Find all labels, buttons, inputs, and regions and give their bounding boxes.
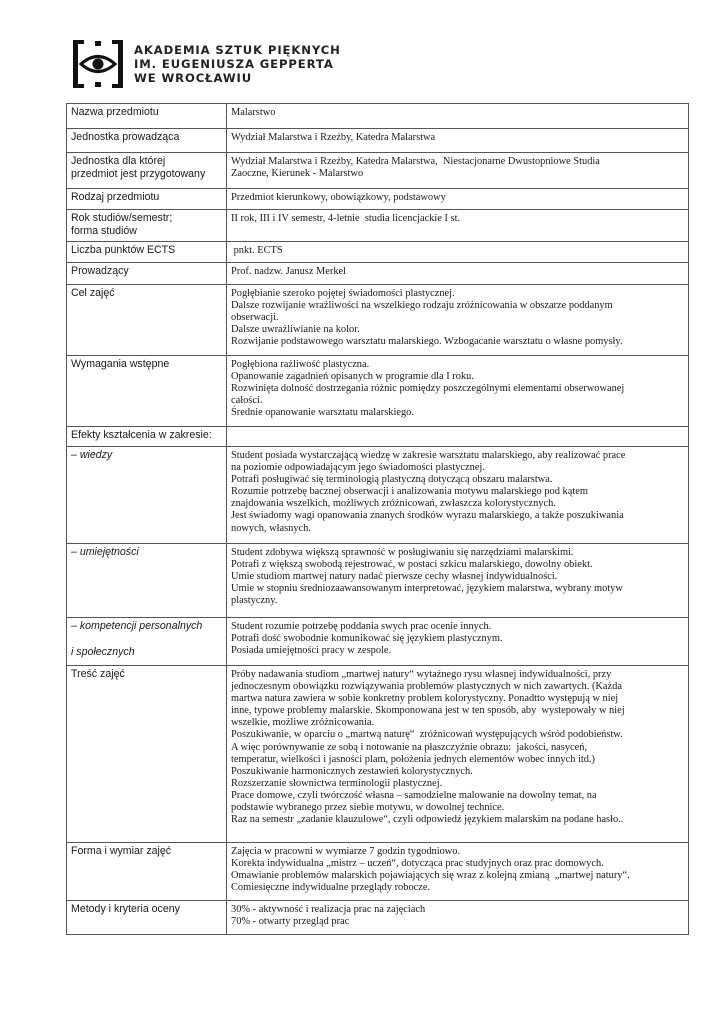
row-value-line: Comiesięczne indywidualne przeglądy robocze. <box>231 882 431 894</box>
row-value-cell <box>227 153 689 189</box>
row-label-line: – wiedzy <box>71 449 113 461</box>
row-label-line: przedmiot jest przygotowany <box>71 168 206 180</box>
row-label-line: Nazwa przedmiotu <box>71 106 159 118</box>
row-value-line: Malarstwo <box>231 107 276 118</box>
row-value-line: plastyczny. <box>231 595 278 607</box>
row-value-cell <box>227 618 689 666</box>
row-label-line: Forma i wymiar zajęć <box>71 845 172 857</box>
row-value-line: Posiada umiejętności pracy w zespole. <box>231 645 392 657</box>
row-label-line: – kompetencji personalnych <box>71 620 203 632</box>
row-value-line: Dalsze uwrażliwianie na kolor. <box>231 324 360 336</box>
row-value-line: jednoczesnym obowiązku rozwiązywania problemów plastycznych w nich zawartych. (Każda <box>231 681 622 693</box>
table-row <box>67 210 689 242</box>
row-value-line: 30% - aktywność i realizacja prac na zajęciach <box>231 904 426 915</box>
table-row <box>67 447 689 544</box>
row-value-line: temperatur, wielkości i jasności plam, położenia jednych elementów wobec innych itd.) <box>231 753 596 765</box>
row-label-line <box>71 633 222 646</box>
table-row <box>67 242 689 263</box>
row-value-line: 70% - otwarty przegląd prac <box>231 916 350 928</box>
row-value-line: Średnie opanowanie warsztatu malarskiego. <box>231 407 414 419</box>
table-row <box>67 427 689 447</box>
row-value-line: inne, typowe problemy malarskie. Skomponowana jest w ten sposób, aby wystepowały w niej <box>231 705 625 717</box>
row-value-cell <box>227 544 689 618</box>
row-value-line: całości. <box>231 395 263 407</box>
row-value-line: Wydział Malarstwa i Rzeźby, Katedra Malarstwa <box>231 132 436 143</box>
row-value-line: Potrafi posługiwać się terminologią plastyczną dotyczącą obszaru malarstwa. <box>231 474 553 486</box>
row-value-cell <box>227 129 689 153</box>
row-value-line: Poszukiwanie harmonicznych zestawień kolorystycznych. <box>231 765 473 777</box>
row-label-line: i społecznych <box>71 646 135 658</box>
row-label-line: Jednostka dla której <box>71 155 166 167</box>
table-row <box>67 189 689 210</box>
row-value-cell <box>227 447 689 544</box>
asp-eye-logo-icon <box>70 37 126 91</box>
row-label-cell <box>67 901 227 935</box>
row-label-cell <box>67 356 227 427</box>
institution-line-2: IM. EUGENIUSZA GEPPERTA <box>134 57 334 71</box>
row-value-line: Zaoczne, Kierunek - Malarstwo <box>231 168 364 180</box>
row-value-line: znajdowania wszelkich, możliwych zróżnicowań, zwłaszcza kolorystycznych. <box>231 498 556 510</box>
row-value-line: II rok, III i IV semestr, 4-letnie studia licencjackie I st. <box>231 213 461 224</box>
row-label-cell <box>67 666 227 843</box>
row-value-line: nowych, własnych. <box>231 522 311 534</box>
row-label-line: – umiejętności <box>71 546 139 558</box>
row-value-line: Poszukiwanie, w oparciu o „martwą naturę“ zróżnicowań występujących wśród podobieństw. <box>231 729 623 741</box>
table-row <box>67 544 689 618</box>
row-label-cell <box>67 447 227 544</box>
row-value-cell <box>227 189 689 210</box>
syllabus-table <box>66 103 689 935</box>
table-row <box>67 666 689 843</box>
row-label-line: Wymagania wstępne <box>71 358 170 370</box>
row-label-cell <box>67 242 227 263</box>
row-value-line: Raz na semestr „zadanie klauzulowe“, czyli odpowiedź językiem malarskim na podane hasło.. <box>231 814 624 826</box>
row-value-line: podstawie wybranego przez siebie motywu, w dowolnej technice. <box>231 802 505 814</box>
row-label-cell <box>67 189 227 210</box>
row-value-cell <box>227 104 689 129</box>
row-value-line: Potrafi dość swobodnie komunikować się językiem plastycznym. <box>231 633 503 645</box>
row-value-line: wszelkie, możliwe zróżnicowania. <box>231 717 375 729</box>
row-value-cell <box>227 666 689 843</box>
row-value-line: martwa natura zawiera w sobie konkretny problem kolorystyczny. Ponadtto występują w niej <box>231 693 619 705</box>
row-value-line: Przedmiot kierunkowy, obowiązkowy, podstawowy <box>231 192 446 203</box>
table-row <box>67 285 689 356</box>
row-label-line: Liczba punktów ECTS <box>71 244 176 256</box>
row-value-line: Rozszerzanie słownictwa terminologii plastycznej. <box>231 777 443 789</box>
row-label-line: Rok studiów/semestr; <box>71 212 173 224</box>
row-value-line: obserwacji. <box>231 312 279 324</box>
row-value-line: Jest świadomy wagi opanowania znanych środków wyrazu malarskiego, a także poszukiwania <box>231 510 624 522</box>
row-label-cell <box>67 210 227 242</box>
row-value-line: Pogłębiona rażliwość plastyczna. <box>231 359 370 370</box>
row-value-cell <box>227 901 689 935</box>
table-row <box>67 843 689 901</box>
row-value-line: Prace domowe, czyli twórczość własna – samodzielne malowanie na dowolny temat, na <box>231 789 597 801</box>
row-label-line: Cel zajęć <box>71 287 115 299</box>
row-label-cell <box>67 843 227 901</box>
row-value-line: Umie studiom martwej natury nadać pierwsze cechy własnej indywidualności. <box>231 571 558 583</box>
row-value-cell <box>227 242 689 263</box>
row-label-cell <box>67 544 227 618</box>
row-value-line: Student posiada wystarczającą wiedzę w zakresie warsztatu malarskiego, aby realizować prace <box>231 450 626 461</box>
row-label-line: Rodzaj przedmiotu <box>71 191 160 203</box>
row-value-line: Student zdobywa większą sprawność w posługiwaniu się narzędziami malarskimi. <box>231 547 574 558</box>
row-value-line: pnkt. ECTS <box>231 245 283 256</box>
row-value-cell <box>227 285 689 356</box>
row-value-line: A więc porównywanie ze sobą i notowanie na płaszczyźnie obrazu: jakości, nasyceń, <box>231 741 588 753</box>
row-value-cell <box>227 210 689 242</box>
row-label-cell <box>67 129 227 153</box>
row-value-line: Zajęcia w pracowni w wymiarze 7 godzin tygodniowo. <box>231 846 461 857</box>
row-value-line: Prof. nadzw. Janusz Merkel <box>231 266 347 277</box>
row-value-line: Rozwinięta dolność dostrzegania różnic pomiędzy poszczególnymi elementami obserwowanej <box>231 383 625 395</box>
row-value-cell <box>227 356 689 427</box>
row-value-line: Potrafi z większą swobodą rejestrować, w postaci szkicu malarskiego, dowolny obiekt. <box>231 559 593 571</box>
row-value-line: Umie w stopniu średniozaawansowanym interpretować, językiem malarstwa, wybrany motyw <box>231 583 623 595</box>
row-label-cell <box>67 427 227 447</box>
row-label-cell <box>67 153 227 189</box>
table-row <box>67 901 689 935</box>
row-value-line: Próby nadawania studiom „martwej natury“ wytaźnego rysu własnej indywidualności, przy <box>231 669 612 680</box>
row-value-line: Korekta indywidualna „mistrz – uczeń“, dotycząca prac studyjnych oraz prac domowych. <box>231 858 604 870</box>
institution-line-3: WE WROCŁAWIU <box>134 71 253 85</box>
table-row <box>67 153 689 189</box>
row-value-cell <box>227 427 689 447</box>
row-label-line: forma studiów <box>71 225 137 237</box>
row-value-line: Dalsze rozwijanie wrażliwości na wszelkiego rodzaju zróżnicowania w obszarze poddanym <box>231 300 613 312</box>
table-row <box>67 356 689 427</box>
row-value-line: Opanowanie zagadnień opisanych w programie dla I roku. <box>231 371 474 383</box>
page-header <box>70 36 341 92</box>
row-value-line: Wydział Malarstwa i Rzeźby, Katedra Malarstwa, Niestacjonarne Dwustopniowe Studia <box>231 156 600 167</box>
row-label-line: Prowadzący <box>71 265 129 277</box>
table-row <box>67 104 689 129</box>
row-value-line: Rozwijanie podstawowego warsztatu malarskiego. Wzbogacanie warsztatu o własne pomysły. <box>231 336 623 348</box>
row-label-cell <box>67 285 227 356</box>
institution-name <box>134 43 341 85</box>
row-label-cell <box>67 104 227 129</box>
table-row <box>67 129 689 153</box>
row-value-line: Pogłębianie szeroko pojętej świadomości plastycznej. <box>231 288 455 299</box>
row-label-line: Treść zajęć <box>71 668 125 680</box>
row-value-line: na poziomie odpowiadającym jego świadomości plastycznej. <box>231 462 485 474</box>
table-row <box>67 263 689 285</box>
row-value-line: Omawianie problemów malarskich pojawiających się wraz z kolejną zmianą „martwej natury“. <box>231 870 630 882</box>
table-row <box>67 618 689 666</box>
institution-line-1: AKADEMIA SZTUK PIĘKNYCH <box>134 43 341 57</box>
row-value-cell <box>227 263 689 285</box>
row-value-line: Student rozumie potrzebę poddania swych prac ocenie innych. <box>231 621 492 632</box>
row-label-cell <box>67 263 227 285</box>
row-value-cell <box>227 843 689 901</box>
row-label-line: Metody i kryteria oceny <box>71 903 180 915</box>
row-label-line: Efekty kształcenia w zakresie: <box>71 429 212 441</box>
row-label-cell <box>67 618 227 666</box>
row-label-line: Jednostka prowadząca <box>71 131 180 143</box>
row-value-line: Rozumie potrzebę bacznej obserwacji i analizowania motywu malarskiego pod kątem <box>231 486 588 498</box>
